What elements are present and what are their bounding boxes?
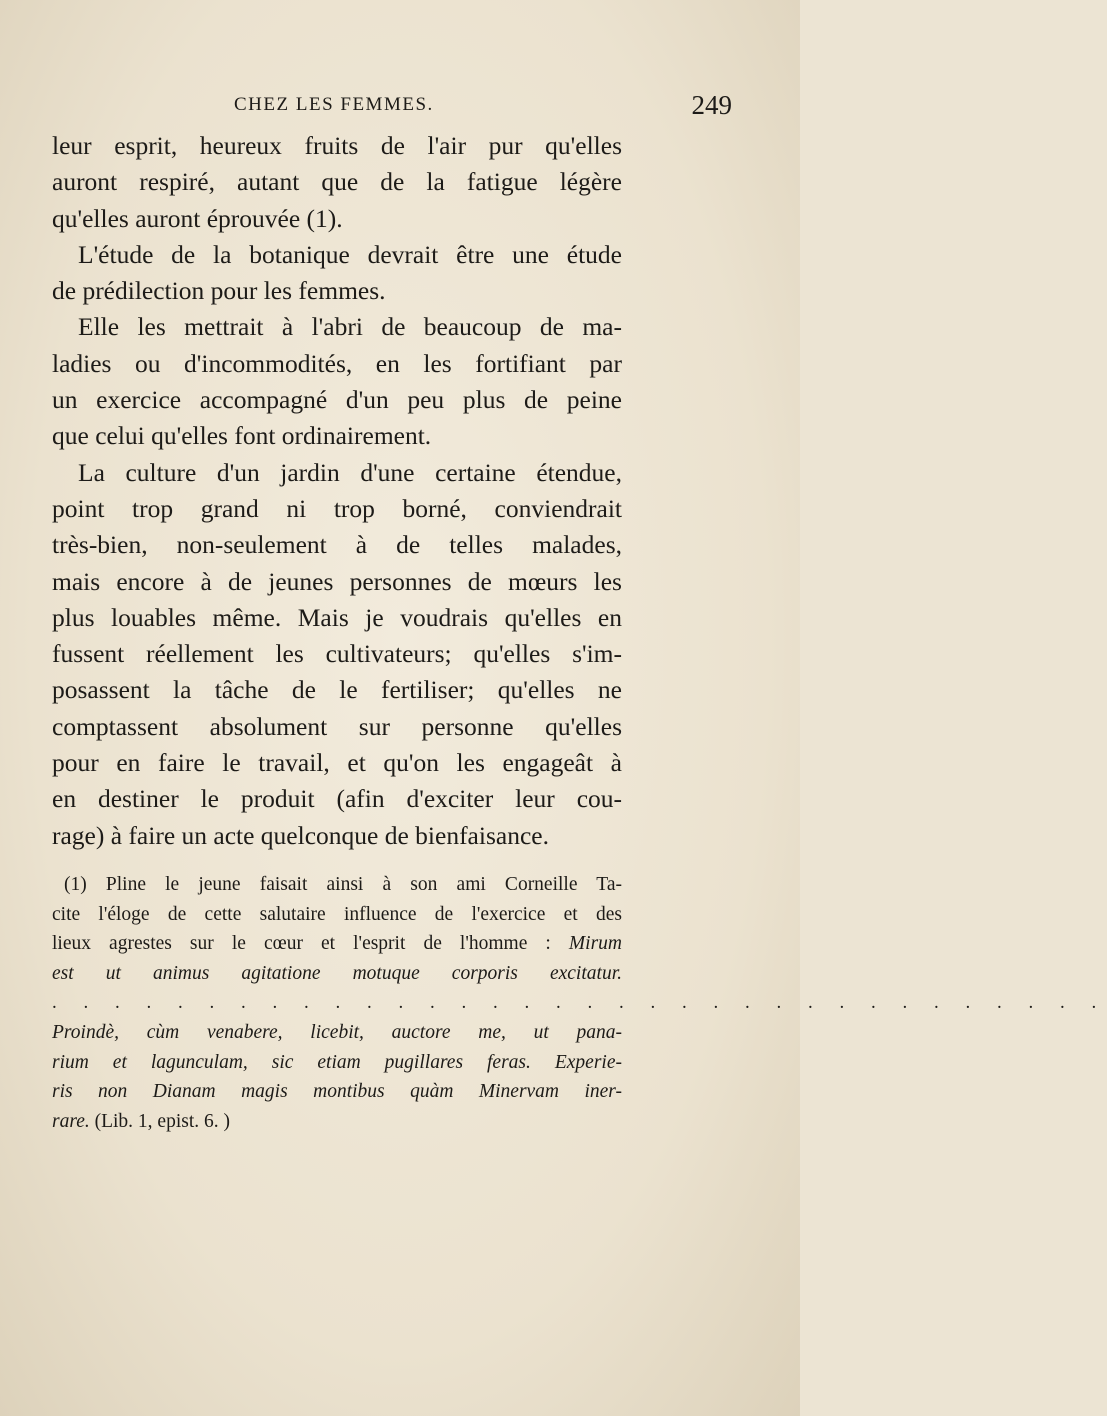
text-line: posassent la tâche de le fertiliser; qu'elles ne bbox=[52, 675, 622, 705]
footnote-quote: rare. bbox=[52, 1110, 90, 1132]
footnote-quote: Mirum bbox=[568, 933, 622, 955]
text-line: auront respiré, autant que de la fatigue légère bbox=[52, 167, 622, 197]
footnote-line bbox=[52, 1018, 622, 1048]
text-line: un exercice accompagné d'un peu plus de peine bbox=[52, 385, 622, 415]
footnote-quote: est ut animus agitatione motuque corporis excitatur. bbox=[52, 962, 622, 984]
page-number: 249 bbox=[691, 90, 732, 120]
text-line: fussent réellement les cultivateurs; qu'elles s'im- bbox=[52, 639, 622, 669]
text-line: qu'elles auront éprouvée (1). bbox=[52, 203, 343, 233]
running-head: CHEZ LES FEMMES. bbox=[234, 94, 434, 115]
main-text bbox=[52, 128, 622, 854]
footnote-line: cite l'éloge de cette salutaire influence de l'exercice et des bbox=[52, 903, 622, 925]
footnote-line: (1) Pline le jeune faisait ainsi à son ami Corneille Ta- bbox=[64, 874, 622, 895]
footnote-line bbox=[52, 959, 622, 989]
page-header bbox=[52, 92, 742, 128]
text-line: rage) à faire un acte quelconque de bienfaisance. bbox=[52, 820, 549, 850]
text-line: de prédilection pour les femmes. bbox=[52, 276, 386, 306]
text-line: en destiner le produit (afin d'exciter leur cou- bbox=[52, 784, 622, 814]
text-line: ladies ou d'incommodités, en les fortifiant par bbox=[52, 348, 622, 378]
text-line: leur esprit, heureux fruits de l'air pur qu'elles bbox=[52, 131, 622, 160]
text-line: Elle les mettrait à l'abri de beaucoup de ma- bbox=[78, 312, 622, 342]
text-line: pour en faire le travail, et qu'on les engageât à bbox=[52, 748, 622, 778]
footnote-quote: Proindè, cùm venabere, licebit, auctore me, ut pana- bbox=[52, 1021, 622, 1043]
text-line: plus louables même. Mais je voudrais qu'elles en bbox=[52, 602, 622, 632]
footnote bbox=[52, 870, 1107, 1136]
text-line: mais encore à de jeunes personnes de mœurs les bbox=[52, 566, 622, 596]
text-line: que celui qu'elles font ordinairement. bbox=[52, 421, 432, 451]
footnote-quote: rium et lagunculam, sic etiam pugillares feras. Experie- bbox=[52, 1051, 622, 1073]
footnote-line bbox=[52, 1048, 622, 1078]
text-line: point trop grand ni trop borné, conviendrait bbox=[52, 493, 622, 523]
footnote-quote: ris non Dianam magis montibus quàm Minervam iner- bbox=[52, 1081, 622, 1103]
footnote-line bbox=[52, 929, 622, 959]
footnote-citation: (Lib. 1, epist. 6. ) bbox=[89, 1110, 231, 1132]
footnote-line bbox=[52, 1107, 622, 1137]
footnote-ellipsis: . . . . . . . . . . . . . . . . . . . . . . . . . . . . . . . . . . bbox=[52, 992, 1107, 1014]
text-line: La culture d'un jardin d'une certaine étendue, bbox=[78, 457, 622, 487]
text-line: L'étude de la botanique devrait être une étude bbox=[78, 239, 622, 269]
text-line: très-bien, non-seulement à de telles malades, bbox=[52, 530, 622, 560]
footnote-line bbox=[52, 1077, 622, 1107]
footnote-text: lieux agrestes sur le cœur et l'esprit de l'homme : bbox=[52, 933, 569, 955]
text-line: comptassent absolument sur personne qu'elles bbox=[52, 711, 622, 741]
